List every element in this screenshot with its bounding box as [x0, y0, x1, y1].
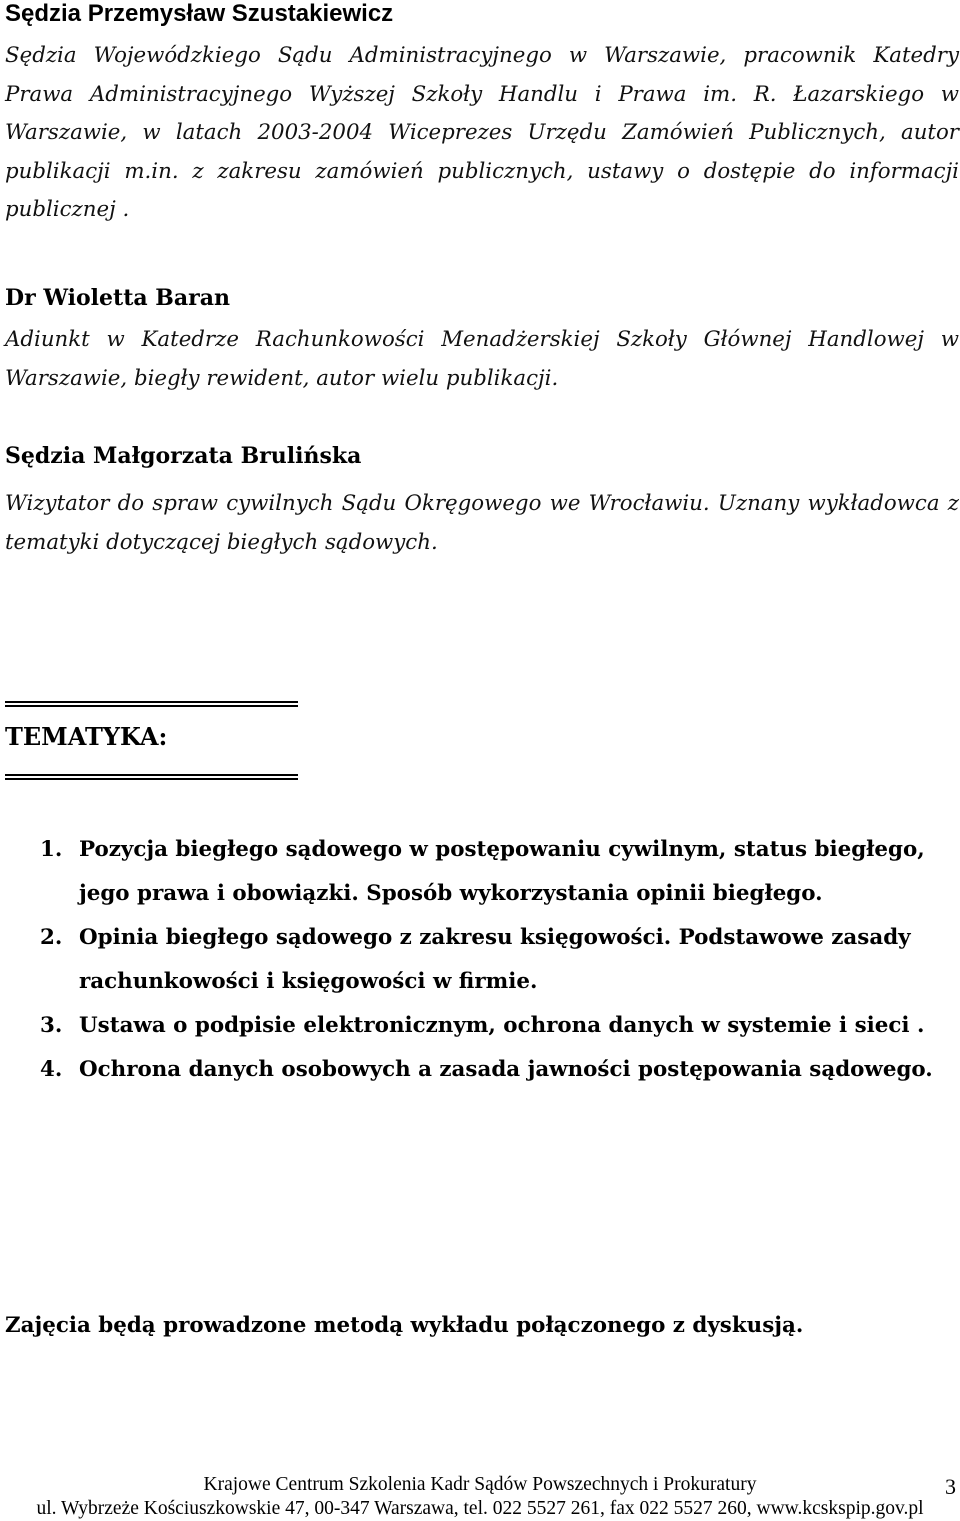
method-note: Zajęcia będą prowadzone metodą wykładu połączonego z dyskusją.	[5, 1313, 804, 1338]
speaker-bio: Wizytator do spraw cywilnych Sądu Okręgowego we Wrocławiu. Uznany wykładowca z tematyki dotyczącej biegłych sądowych.	[5, 491, 959, 555]
list-item-number: 3.	[40, 1013, 63, 1038]
list-item	[40, 1004, 940, 1048]
speaker-bio: Sędzia Wojewódzkiego Sądu Administracyjnego w Warszawie, pracownik Katedry Prawa Administracyjnego Wyższej Szkoły Handlu i Prawa im. R. Łazarskiego w Warszawie, w latach 2003-2004 Wiceprezes Urzędu Zamówień Publicznych, autor publikacji m.in. z zakresu zamówień publicznych, ustawy o dostępie do informacji publicznej .	[5, 43, 959, 222]
list-item-text: Pozycja biegłego sądowego w postępowaniu cywilnym, status biegłego, jego prawa i obowiązki. Sposób wykorzystania opinii biegłego.	[79, 837, 925, 906]
footer-institution: Krajowe Centrum Szkolenia Kadr Sądów Powszechnych i Prokuratury	[203, 1474, 757, 1495]
list-item-number: 4.	[40, 1057, 63, 1082]
list-item-number: 2.	[40, 925, 63, 950]
double-rule-divider	[5, 774, 298, 780]
speaker-bio: Adiunkt w Katedrze Rachunkowości Menadżerskiej Szkoły Głównej Handlowej w Warszawie, biegły rewident, autor wielu publikacji.	[5, 327, 959, 391]
topics-list	[40, 828, 940, 1092]
list-item-number: 1.	[40, 837, 63, 862]
speaker-name: Dr Wioletta Baran	[5, 285, 230, 311]
list-item-text: Opinia biegłego sądowego z zakresu księgowości. Podstawowe zasady rachunkowości i księgowości w firmie.	[79, 925, 911, 994]
footer-address: ul. Wybrzeże Kościuszkowskie 47, 00-347 Warszawa, tel. 022 5527 261, fax 022 5527 260, www.kcskspip.gov.pl	[36, 1498, 924, 1519]
page-number: 3	[945, 1474, 956, 1499]
list-item	[40, 828, 940, 916]
page-footer	[0, 1473, 960, 1521]
list-item	[40, 1048, 940, 1092]
list-item-text: Ochrona danych osobowych a zasada jawności postępowania sądowego.	[79, 1057, 933, 1082]
section-title: TEMATYKA:	[5, 722, 168, 751]
list-item-text: Ustawa o podpisie elektronicznym, ochrona danych w systemie i sieci .	[79, 1013, 925, 1038]
double-rule-divider	[5, 701, 298, 707]
speaker-name: Sędzia Przemysław Szustakiewicz	[5, 0, 394, 27]
list-item	[40, 916, 940, 1004]
speaker-name: Sędzia Małgorzata Brulińska	[5, 443, 362, 469]
